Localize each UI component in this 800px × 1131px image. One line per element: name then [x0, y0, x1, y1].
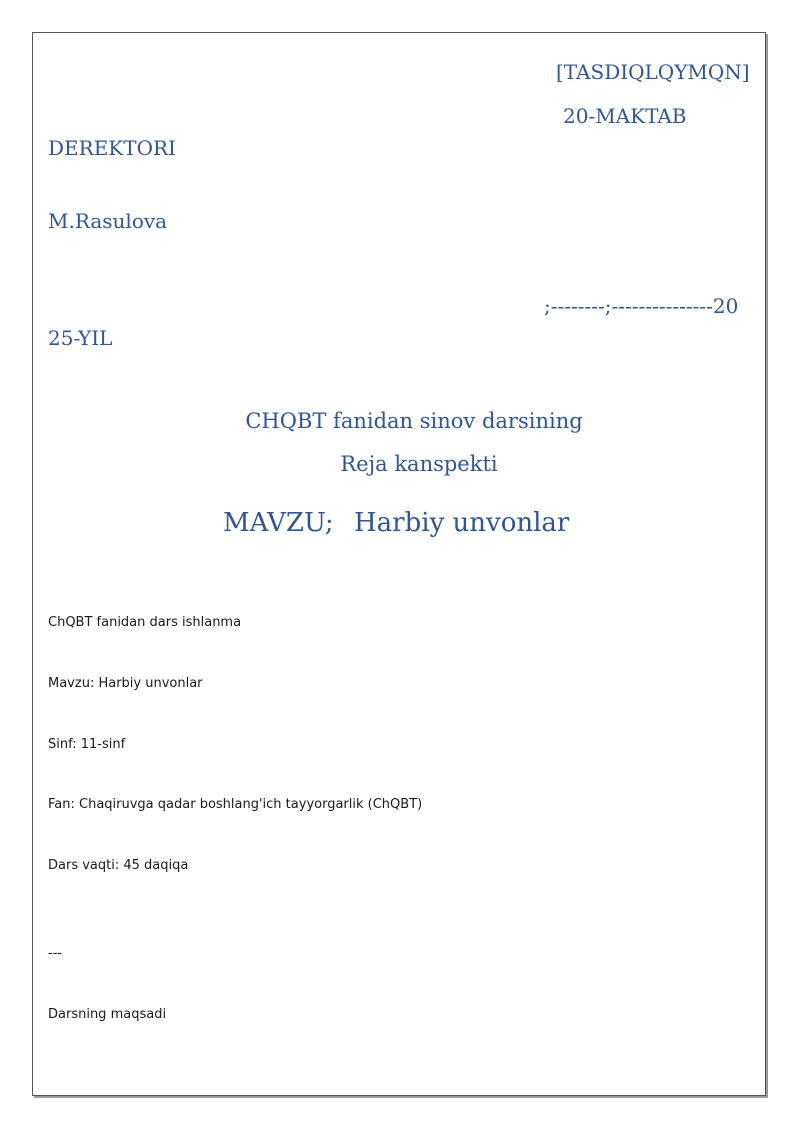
school-line-b: DEREKTORI: [48, 136, 176, 160]
date-line-b: 25-YIL: [48, 326, 113, 350]
topic-prefix: MAVZU;: [223, 508, 334, 538]
school-line-a: 20-MAKTAB: [563, 104, 687, 128]
heading-line-2: Reja kanspekti: [340, 452, 498, 476]
date-line-a: ;--------;---------------20: [544, 294, 739, 318]
body-separator: ---: [48, 946, 63, 961]
approval-stamp: [TASDIQLQYMQN]: [556, 60, 750, 84]
body-line-2: Mavzu: Harbiy unvonlar: [48, 676, 203, 691]
heading-line-1: CHQBT fanidan sinov darsining: [245, 409, 583, 433]
body-line-5: Dars vaqti: 45 daqiqa: [48, 858, 189, 873]
body-line-6: Darsning maqsadi: [48, 1007, 167, 1022]
body-line-4: Fan: Chaqiruvga qadar boshlang'ich tayyorgarlik (ChQBT): [48, 797, 423, 812]
body-line-1: ChQBT fanidan dars ishlanma: [48, 615, 242, 630]
topic-title: Harbiy unvonlar: [354, 508, 570, 538]
body-line-3: Sinf: 11-sinf: [48, 737, 126, 752]
director-name: M.Rasulova: [48, 209, 168, 233]
document-page: [32, 32, 766, 1096]
